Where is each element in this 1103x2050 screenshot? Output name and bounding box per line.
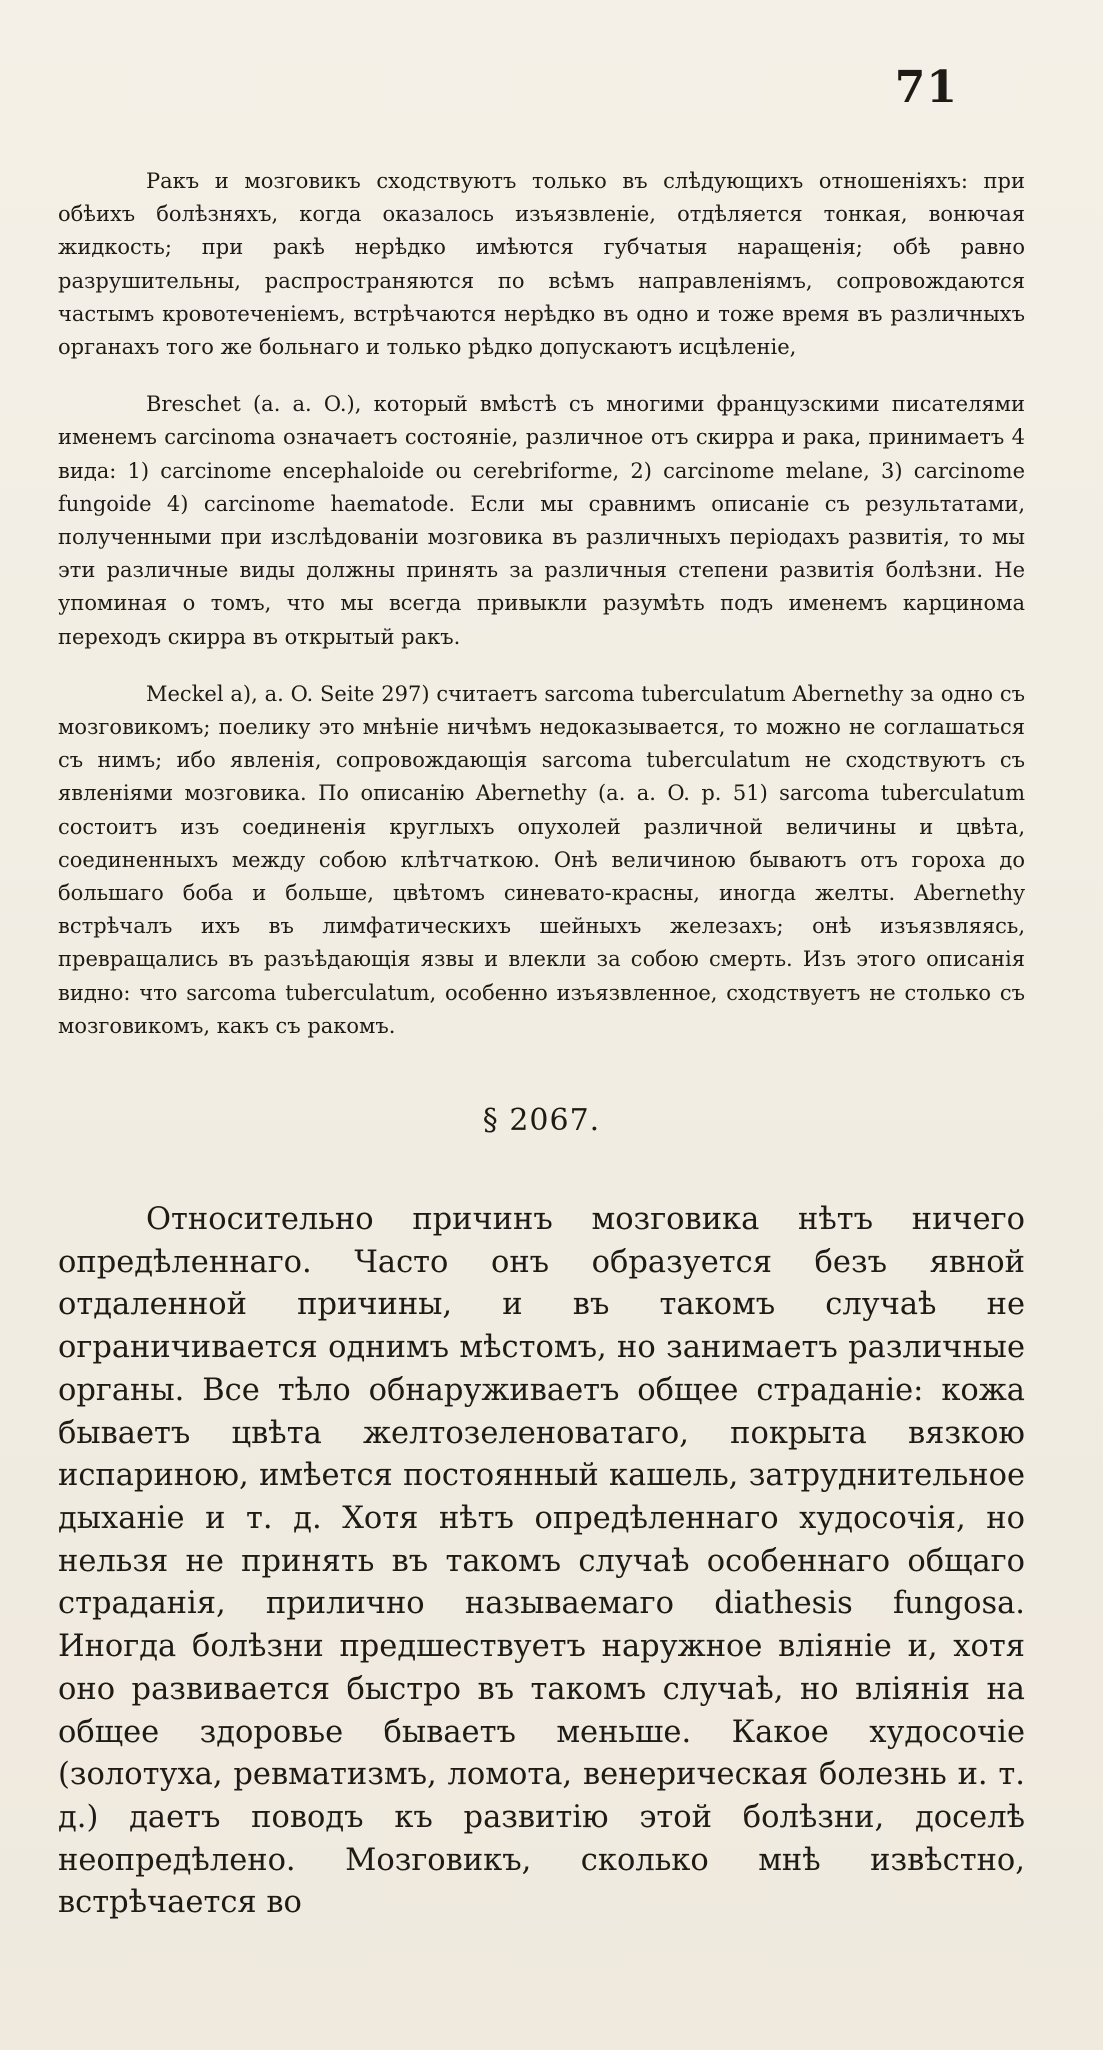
paragraph-cancer-comparison: Ракъ и мозговикъ сходствуютъ только въ слѣдующихъ отношеніяхъ: при обѣихъ болѣзняхъ, когда оказалось изъязвленіе, отдѣляется тонкая, вонючая жидкость; при ракѣ нерѣдко имѣются губчатыя наращенія; обѣ равно разрушительны, распространяются по всѣмъ направленіямъ, сопровождаются частымъ кровотеченіемъ, встрѣчаются нерѣдко въ одно и тоже время въ различныхъ органахъ того же больнаго и только рѣдко допускаютъ исцѣленіе, [58,169,1025,360]
paragraph-meckel: Meckel a), a. O. Seite 297) считаетъ sarcoma tuberculatum Abernethy за одно съ мозговикомъ; поелику это мнѣніе ничѣмъ недоказывается, то можно не соглашаться съ нимъ; ибо явленія, сопровождающія sarcoma tuberculatum не сходствуютъ съ явленіями мозговика. По описанію Abernethy (a. a. O. p. 51) sarcoma tuberculatum состоитъ изъ соединенія круглыхъ опухолей различной величины и цвѣта, соединенныхъ между собою клѣтчаткою. Онѣ величиною бываютъ отъ гороха до большаго боба и больше, цвѣтомъ синевато-красны, иногда желты. Abernethy встрѣчалъ ихъ въ лимфатическихъ шейныхъ железахъ; онѣ изъязвляясь, превращались въ разъѣдающія язвы и влекли за собою смерть. Изъ этого описанія видно: что sarcoma tuberculatum, особенно изъязвленное, сходствуетъ не столько съ мозговикомъ, какъ съ ракомъ. [58,681,1025,1038]
page-content [58,165,1025,1925]
paragraph-causes: Относительно причинъ мозговика нѣтъ ничего опредѣленнаго. Часто онъ образуется безъ явной отдаленной причины, и въ такомъ случаѣ не ограничивается однимъ мѣстомъ, но занимаетъ различные органы. Все тѣло обнаруживаетъ общее страданіе: кожа бываетъ цвѣта желтозеленоватаго, покрыта вязкою испариною, имѣется постоянный кашель, затруднительное дыханіе и т. д. Хотя нѣтъ опредѣленнаго худосочія, но нельзя не принять въ такомъ случаѣ особеннаго общаго страданія, прилично называемаго diathesis fungosa. Иногда болѣзни предшествуетъ наружное вліяніе и, хотя оно развивается быстро въ такомъ случаѣ, но вліянія на общее здоровье бываетъ меньше. Какое худосочіе (золотуха, ревматизмъ, ломота, венерическая болезнь и. т. д.) даетъ поводъ къ развитію этой болѣзни, доселѣ неопредѣлено. Мозговикъ, сколько мнѣ извѣстно, встрѣчается во [58,1202,1025,1921]
page-number: 71 [894,62,958,113]
paragraph-breschet: Breschet (a. a. O.), который вмѣстѣ съ многими французскими писателями именемъ carcinoma означаетъ состояніе, различное отъ скирра и рака, принимаетъ 4 вида: 1) carcinome encephaloide ou cerebriforme, 2) carcinome melane, 3) carcinome fungoide 4) carcinome haematode. Если мы сравнимъ описаніе съ результатами, полученными при изслѣдованіи мозговика въ различныхъ періодахъ развитія, то мы эти различные виды должны принять за различныя степени развитія болѣзни. Не упоминая о томъ, что мы всегда привыкли разумѣть подъ именемъ карцинома переходъ скирра въ открытый ракъ. [58,392,1025,649]
section-heading: § 2067. [482,1103,601,1139]
